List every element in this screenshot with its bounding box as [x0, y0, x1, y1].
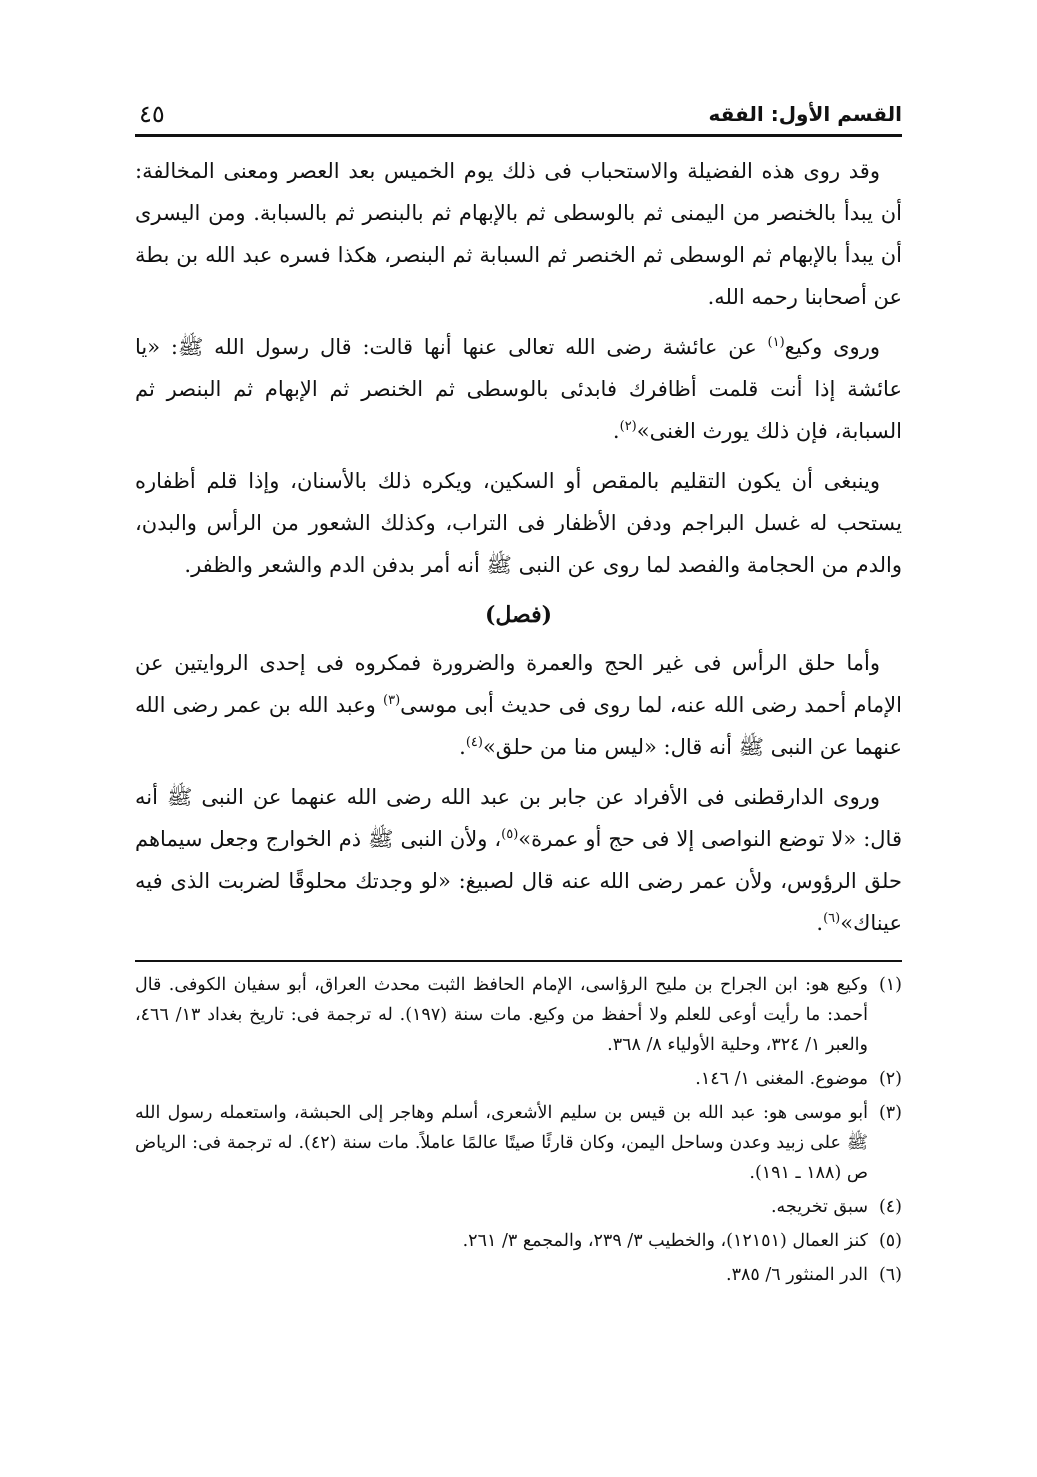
- text-segment: عن عائشة رضى الله تعالى عنها أنها قالت: قال رسول الله ﷺ: «يا عائشة إذا أنت قلمت أظافرك فابدئى بالوسطى ثم الخنصر ثم الإبهام ثم البنصر ثم السبابة، فإن ذلك يورث الغنى»: [135, 335, 902, 443]
- footnote: [135, 1260, 902, 1290]
- text-segment: وروى الدارقطنى فى الأفراد عن جابر بن عبد الله رضى الله عنهما عن النبى ﷺ أنه قال: «لا توضع النواصى إلا فى حج أو عمرة»: [135, 785, 902, 851]
- footnote: [135, 1192, 902, 1222]
- footnote-ref-4[interactable]: (٤): [465, 735, 483, 750]
- footnote: [135, 1064, 902, 1094]
- text-segment: .: [459, 735, 466, 759]
- text-segment: وروى وكيع: [784, 335, 880, 359]
- footnote: [135, 1098, 902, 1188]
- footnote-number: (٥): [878, 1231, 902, 1251]
- footnote-text: وكيع هو: ابن الجراح بن مليح الرؤاسى، الإمام الحافظ الثبت محدث العراق، أبو سفيان الكوفى. قال أحمد: ما رأيت أوعى للعلم ولا أحفظ من وكيع. مات سنة (١٩٧). له ترجمة فى: تاريخ بغداد ١٣/ ٤٦٦، والعبر ١/ ٣٢٤، وحلية الأولياء ٨/ ٣٦٨.: [135, 975, 868, 1055]
- footnote-number: (٣): [878, 1103, 902, 1123]
- footnote-ref-1[interactable]: (١): [767, 335, 785, 350]
- footnote-number: (١): [878, 975, 902, 995]
- footnote-number: (٢): [878, 1069, 902, 1089]
- text-segment: وعبد الله بن عمر رضى الله عنهما عن النبى ﷺ أنه قال: «ليس منا من حلق»: [135, 693, 902, 759]
- paragraph-2: [135, 326, 902, 452]
- footnote-text: كنز العمال (١٢١٥١)، والخطيب ٣/ ٢٣٩، والمجمع ٣/ ٢٦١.: [462, 1231, 868, 1251]
- footnote-text: الدر المنثور ٦/ ٣٨٥.: [726, 1265, 868, 1285]
- footnote-ref-2[interactable]: (٢): [619, 419, 637, 434]
- footnote-ref-3[interactable]: (٣): [383, 693, 401, 708]
- text-segment: وأما حلق الرأس فى غير الحج والعمرة والضرورة فمكروه فى إحدى الروايتين عن الإمام أحمد رضى الله عنه، لما روى فى حديث أبى موسى: [135, 651, 902, 717]
- footnote-ref-5[interactable]: (٥): [501, 827, 519, 842]
- text-segment: .: [612, 419, 620, 443]
- footnote: [135, 970, 902, 1060]
- text-segment: .: [816, 911, 824, 935]
- section-title: القسم الأول: الفقه: [708, 102, 902, 126]
- footnotes: [135, 970, 902, 1294]
- footnote: [135, 1226, 902, 1256]
- running-header: [135, 98, 902, 137]
- footnote-text: موضوع. المغنى ١/ ١٤٦.: [695, 1069, 868, 1089]
- section-heading: (فصل): [484, 602, 553, 628]
- paragraph-5: [135, 776, 902, 944]
- footnote-number: (٤): [878, 1197, 902, 1217]
- text-segment: ، ولأن النبى ﷺ ذم الخوارج وجعل سيماهم حلق الرؤوس، ولأن عمر رضى الله عنه قال لصبيغ: «لو وجدتك محلوقًا لضربت الذى فيه عيناك»: [135, 827, 902, 935]
- main-text: [135, 150, 902, 952]
- footnote-text: أبو موسى هو: عبد الله بن قيس بن سليم الأشعرى، أسلم وهاجر إلى الحبشة، واستعمله رسول الله ﷺ على زبيد وعدن وساحل اليمن، وكان قارئًا صيتًا عالمًا عاملاً. مات سنة (٤٢). له ترجمة فى: الرياض ص (١٨٨ ـ ١٩١).: [135, 1103, 868, 1183]
- footnote-separator: [135, 960, 902, 962]
- footnote-number: (٦): [878, 1265, 902, 1285]
- footnote-text: سبق تخريجه.: [770, 1197, 868, 1217]
- page-number: ٤٥: [139, 100, 165, 128]
- paragraph-4: [135, 642, 902, 768]
- paragraph-3: وينبغى أن يكون التقليم بالمقص أو السكين، ويكره ذلك بالأسنان، وإذا قلم أظفاره يستحب له غسل البراجم ودفن الأظفار فى التراب، وكذلك الشعور من الرأس والبدن، والدم من الحجامة والفصد لما روى عن النبى ﷺ أنه أمر بدفن الدم والشعر والظفر.: [135, 469, 902, 577]
- footnote-ref-6[interactable]: (٦): [823, 911, 841, 926]
- paragraph-1: وقد روى هذه الفضيلة والاستحباب فى ذلك يوم الخميس بعد العصر ومعنى المخالفة: أن يبدأ بالخنصر من اليمنى ثم بالوسطى ثم بالإبهام ثم بالبنصر ثم بالسبابة. ومن اليسرى أن يبدأ بالإبهام ثم الوسطى ثم الخنصر ثم السبابة ثم البنصر، هكذا فسره عبد الله بن بطة عن أصحابنا رحمه الله.: [135, 159, 902, 309]
